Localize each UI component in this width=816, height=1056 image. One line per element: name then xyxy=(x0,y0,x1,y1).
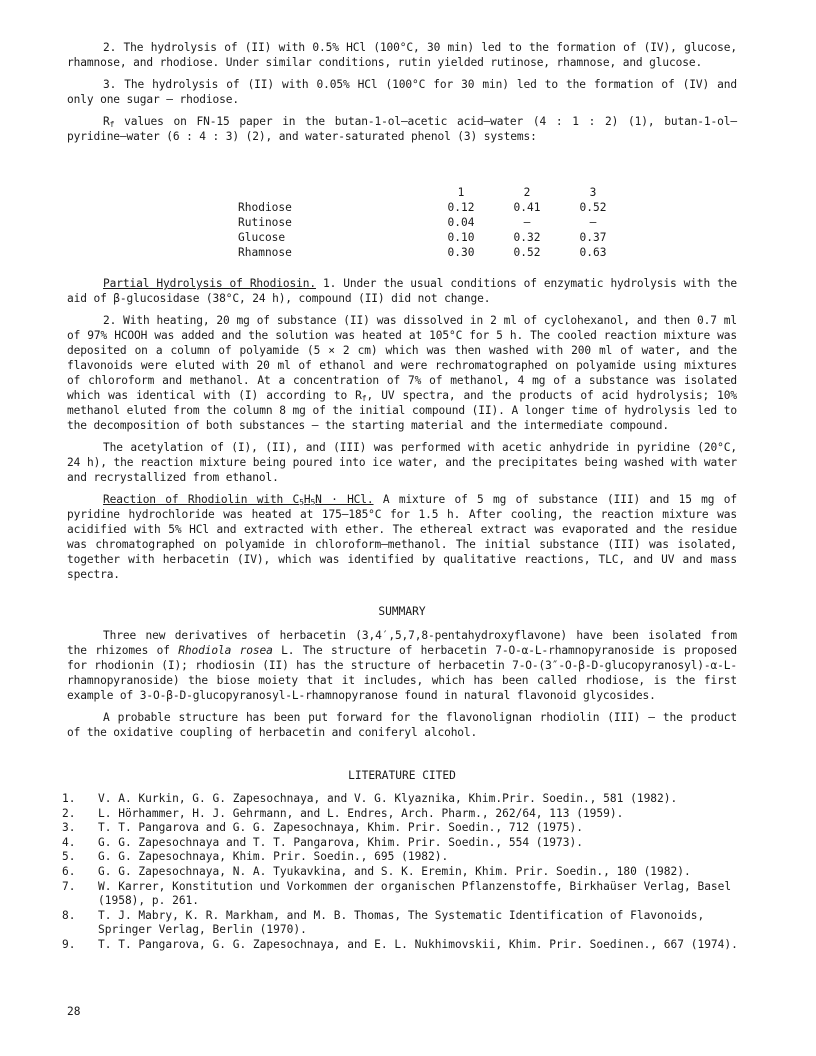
formula-subscript: 5 xyxy=(299,498,304,507)
rf-value: 0.30 xyxy=(447,246,475,259)
reaction-paragraph xyxy=(67,492,737,582)
acetylation-paragraph: The acetylation of (I), (II), and (III) was performed with acetic anhydride in pyridine (20°C, 24 h), the reaction mixture being poured into ice water, and the precipitates being washed with water and recrystallized from ethanol. xyxy=(67,441,737,484)
partial-hydrolysis-paragraph-2 xyxy=(67,313,737,433)
rf-header-system-2: 2 xyxy=(523,186,531,199)
rf-value: 0.52 xyxy=(579,201,607,214)
summary-text-a: Three new derivatives of herbacetin (3,4′,5,7,8-pentahydroxyflavone) have been isolated from the rhizomes of xyxy=(67,629,737,657)
formula-subscript: 5 xyxy=(310,498,316,507)
reference-number: 1. xyxy=(62,792,76,805)
reference-number: 9. xyxy=(62,937,76,951)
list-item xyxy=(62,821,738,836)
partial-hydrolysis-text-2a: 2. With heating, 20 mg of substance (II) was dissolved in 2 ml of cyclohexanol, and then 0.7 ml of 97% HCOOH was added and the solution was heated at 105°C for 5 h. The cooled reaction mixture was deposited on a column of polyamide (5 × 2 cm) which was then washed with 200 ml of water, and the flavonoids were eluted with 20 ml of ethanol and were rechromatographed on polyamide using mixtures of chloroform and methanol. At a concentration of 7% of methanol, 4 mg of a substance was isolated which was identical with (I) according to R xyxy=(67,314,737,402)
reference-text: L. Hörhammer, H. J. Gehrmann, and L. Endres, Arch. Pharm., 262/64, 113 (1959). xyxy=(98,806,624,820)
page-number: 28 xyxy=(67,1005,81,1018)
literature-title: LITERATURE CITED xyxy=(348,769,456,782)
reaction-heading-part: H xyxy=(303,493,311,506)
reaction-heading xyxy=(103,493,374,506)
table-row xyxy=(238,230,626,245)
reference-number: 4. xyxy=(62,835,76,849)
reference-text: T. T. Pangarova and G. G. Zapesochnaya, Khim. Prir. Soedin., 712 (1975). xyxy=(98,821,583,835)
reference-text: G. G. Zapesochnaya and T. T. Pangarova, Khim. Prir. Soedin., 554 (1973). xyxy=(98,835,583,849)
reference-number: 3. xyxy=(62,821,76,835)
list-item xyxy=(62,880,738,909)
rf-value: 0.41 xyxy=(513,201,541,214)
summary-section xyxy=(67,628,737,747)
reaction-heading-part: Reaction of Rhodiolin with C xyxy=(103,493,300,506)
hydrolysis-section xyxy=(67,40,737,151)
reference-number: 7. xyxy=(62,879,76,893)
rf-value: 0.32 xyxy=(513,231,541,244)
reference-text: G. G. Zapesochnaya, N. A. Tyukavkina, and S. K. Eremin, Khim. Prir. Soedin., 180 (1982). xyxy=(98,864,691,878)
table-row xyxy=(238,200,626,215)
reference-text: V. A. Kurkin, G. G. Zapesochnaya, and V. G. Klyaznika, Khim.Prir. Soedin., 581 (1982). xyxy=(98,792,678,805)
table-row xyxy=(238,245,626,260)
list-item xyxy=(62,792,738,807)
rf-subscript: f xyxy=(109,120,115,129)
rf-intro-paragraph xyxy=(67,114,737,144)
reference-text: G. G. Zapesochnaya, Khim. Prir. Soedin., 695 (1982). xyxy=(98,850,449,864)
rf-symbol: R xyxy=(103,115,110,128)
rf-intro-text: values on FN-15 paper in the butan-1-ol—acetic acid—water (4 : 1 : 2) (1), butan-1-ol—pyridine—water (6 : 4 : 3) (2), and water-saturated phenol (3) systems: xyxy=(67,115,737,143)
rf-value: — xyxy=(523,216,531,229)
species-name: Rhodiola rosea xyxy=(178,644,273,657)
list-item xyxy=(62,909,738,938)
reference-text: W. Karrer, Konstitution und Vorkommen der organischen Pflanzenstoffe, Birkhaüser Verlag, Basel (1958), p. 261. xyxy=(98,879,732,908)
summary-title: SUMMARY xyxy=(378,605,426,618)
reference-number: 8. xyxy=(62,908,76,922)
rf-subscript: f xyxy=(361,394,367,403)
reference-text: T. J. Mabry, K. R. Markham, and M. B. Thomas, The Systematic Identification of Flavonoids, Springer Verlag, Berlin (1970). xyxy=(98,908,705,937)
list-item xyxy=(62,865,738,880)
list-item xyxy=(62,938,738,953)
partial-hydrolysis-heading: Partial Hydrolysis of Rhodiosin. xyxy=(103,277,316,290)
list-item xyxy=(62,836,738,851)
rf-value: 0.04 xyxy=(447,216,475,229)
reference-list xyxy=(62,792,738,953)
rf-value: 0.12 xyxy=(447,201,475,214)
sugar-name: Rhamnose xyxy=(238,246,292,259)
summary-text-b: L. The structure of herbacetin 7-O-α-L-rhamnopyranoside is proposed for rhodionin (I); rhodiosin (II) has the structure of herbacetin 7-O-(3″-O-β-D-glucopyranosyl)-α-L-rhamnopyranoside) the biose moiety that it includes, which has been called rhodiose, is the first example of 3-O-β-D-glucopyranosyl-L-rhamnopyranose found in natural flavonoid glycosides. xyxy=(67,644,737,702)
partial-hydrolysis-text-2b: , UV spectra, and the products of acid hydrolysis; 10% methanol eluted from the column 8 mg of the initial compound (II). A longer time of hydrolysis led to the decomposition of both substances — the starting material and the intermediate compound. xyxy=(67,389,738,432)
rf-table-header-row xyxy=(238,185,626,200)
rf-header-blank xyxy=(238,185,428,200)
sugar-name: Glucose xyxy=(238,231,286,244)
hydrolysis-paragraph-3: 3. The hydrolysis of (II) with 0.05% HCl (100°C for 30 min) led to the formation of (IV) and only one sugar — rhodiose. xyxy=(67,78,737,106)
partial-hydrolysis-paragraph-1 xyxy=(67,276,737,306)
list-item xyxy=(62,850,738,865)
sugar-name: Rutinose xyxy=(238,216,292,229)
reference-number: 2. xyxy=(62,806,76,820)
rf-header-system-1: 1 xyxy=(457,186,465,199)
summary-paragraph-1 xyxy=(67,628,737,703)
table-row xyxy=(238,215,626,230)
partial-hydrolysis-text-1: 1. Under the usual conditions of enzymatic hydrolysis with the aid of β-glucosidase (38°C, 24 h), compound (II) did not change. xyxy=(67,277,737,305)
rf-value: — xyxy=(589,216,597,229)
partial-hydrolysis-section xyxy=(67,276,737,589)
rf-header-system-3: 3 xyxy=(589,186,597,199)
reference-number: 5. xyxy=(62,850,76,864)
rf-value: 0.52 xyxy=(513,246,541,259)
sugar-name: Rhodiose xyxy=(238,201,292,214)
rf-value: 0.10 xyxy=(447,231,475,244)
reference-number: 6. xyxy=(62,864,76,878)
list-item xyxy=(62,807,738,822)
reference-text: T. T. Pangarova, G. G. Zapesochnaya, and E. L. Nukhimovskii, Khim. Prir. Soedinen., 667 (1974). xyxy=(98,937,738,951)
summary-paragraph-2: A probable structure has been put forward for the flavonolignan rhodiolin (III) — the product of the oxidative coupling of herbacetin and coniferyl alcohol. xyxy=(67,711,737,739)
hydrolysis-paragraph-2: 2. The hydrolysis of (II) with 0.5% HCl (100°C, 30 min) led to the formation of (IV), glucose, rhamnose, and rhodiose. Under similar conditions, rutin yielded rutinose, rhamnose, and glucose. xyxy=(67,41,737,69)
rf-value: 0.37 xyxy=(579,231,607,244)
rf-value: 0.63 xyxy=(579,246,607,259)
reaction-heading-part: N · HCl. xyxy=(315,493,374,506)
reaction-text: A mixture of 5 mg of substance (III) and 15 mg of pyridine hydrochloride was heated at 175–185°C for 1.5 h. After cooling, the reaction mixture was acidified with 5% HCl and extracted with ether. The ethereal extract was evaporated and the residue was chromatographed on polyamide in chloroform—methanol. The initial substance (III) was isolated, together with herbacetin (IV), which was identified by qualitative reactions, TLC, and UV and mass spectra. xyxy=(67,493,737,581)
rf-values-table xyxy=(238,185,626,260)
